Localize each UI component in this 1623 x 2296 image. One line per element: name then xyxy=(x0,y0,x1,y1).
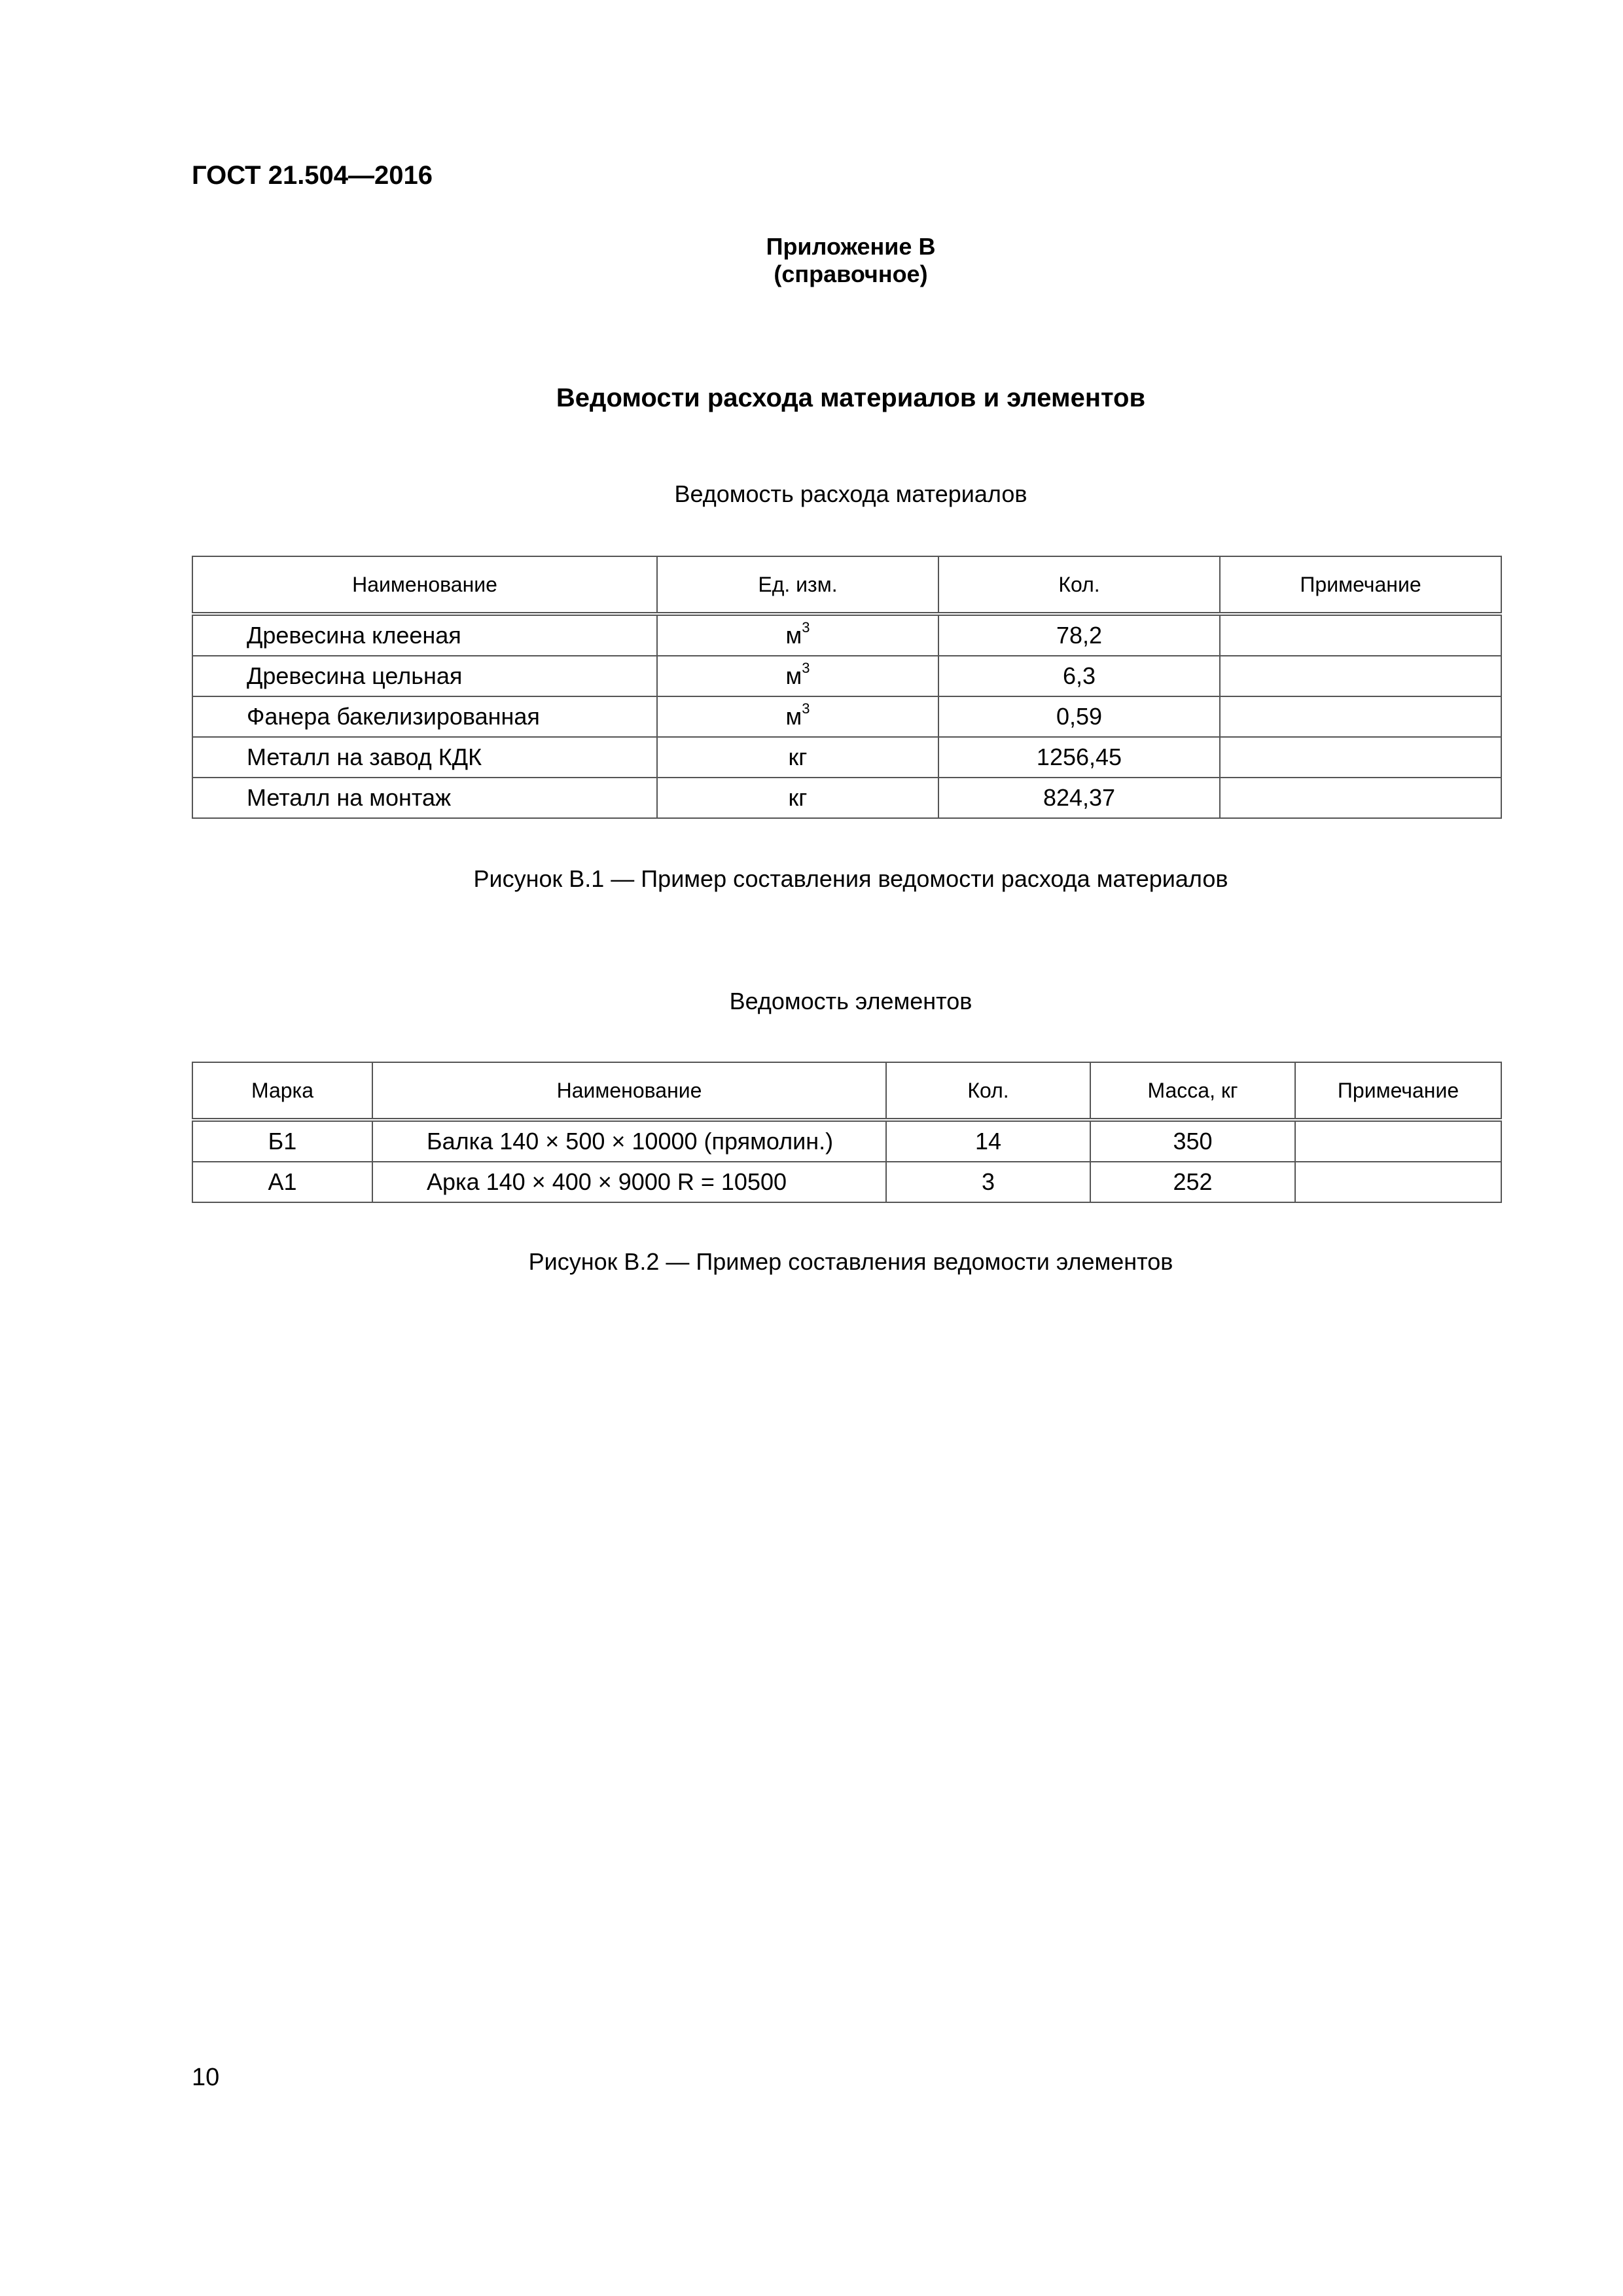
elements-header-row xyxy=(192,1062,1501,1120)
element-mark: Б1 xyxy=(192,1120,372,1162)
column-header-note: Примечание xyxy=(1295,1062,1501,1120)
element-mass: 252 xyxy=(1090,1162,1295,1202)
element-mark: А1 xyxy=(192,1162,372,1202)
column-header-name: Наименование xyxy=(372,1062,886,1120)
material-qty: 1256,45 xyxy=(938,737,1220,778)
material-qty: 824,37 xyxy=(938,778,1220,818)
materials-table-title: Ведомость расхода материалов xyxy=(674,480,1027,507)
material-note xyxy=(1220,614,1501,656)
table-row xyxy=(192,737,1501,778)
material-unit: кг xyxy=(657,778,938,818)
material-qty: 0,59 xyxy=(938,696,1220,737)
element-name: Арка 140 × 400 × 9000 R = 10500 xyxy=(372,1162,886,1202)
table-row xyxy=(192,1120,1501,1162)
section-title: Ведомости расхода материалов и элементов xyxy=(556,384,1146,412)
material-unit: $м^3$ xyxy=(657,614,938,656)
material-qty: 78,2 xyxy=(938,614,1220,656)
column-header-qty: Кол. xyxy=(886,1062,1090,1120)
page-number: 10 xyxy=(192,2064,220,2091)
element-note xyxy=(1295,1162,1501,1202)
column-header-name: Наименование xyxy=(192,556,657,614)
figure-caption-b1: Рисунок В.1 — Пример составления ведомости расхода материалов xyxy=(473,865,1228,892)
material-note xyxy=(1220,778,1501,818)
material-unit: $м^3$ xyxy=(657,656,938,696)
column-header-mass: Масса, кг xyxy=(1090,1062,1295,1120)
element-qty: 3 xyxy=(886,1162,1090,1202)
material-unit: кг xyxy=(657,737,938,778)
element-mass: 350 xyxy=(1090,1120,1295,1162)
table-row xyxy=(192,1162,1501,1202)
column-header-mark: Марка xyxy=(192,1062,372,1120)
element-name: Балка 140 × 500 × 10000 (прямолин.) xyxy=(372,1120,886,1162)
appendix-title: Приложение В xyxy=(766,233,936,260)
elements-table xyxy=(192,1062,1502,1203)
table-row xyxy=(192,778,1501,818)
material-name: Металл на завод КДК xyxy=(192,737,657,778)
material-name: Металл на монтаж xyxy=(192,778,657,818)
material-name: Древесина цельная xyxy=(192,656,657,696)
column-header-qty: Кол. xyxy=(938,556,1220,614)
element-note xyxy=(1295,1120,1501,1162)
material-name: Древесина клееная xyxy=(192,614,657,656)
element-qty: 14 xyxy=(886,1120,1090,1162)
material-name: Фанера бакелизированная xyxy=(192,696,657,737)
table-row xyxy=(192,614,1501,656)
elements-table-title: Ведомость элементов xyxy=(729,988,972,1014)
document-header: ГОСТ 21.504—2016 xyxy=(192,161,433,190)
material-note xyxy=(1220,656,1501,696)
material-unit: $м^3$ xyxy=(657,696,938,737)
column-header-note: Примечание xyxy=(1220,556,1501,614)
material-note xyxy=(1220,696,1501,737)
material-note xyxy=(1220,737,1501,778)
column-header-unit: Ед. изм. xyxy=(657,556,938,614)
table-row xyxy=(192,656,1501,696)
materials-header-row xyxy=(192,556,1501,614)
table-row xyxy=(192,696,1501,737)
material-qty: 6,3 xyxy=(938,656,1220,696)
appendix-kind: (справочное) xyxy=(774,260,928,287)
materials-table xyxy=(192,556,1502,819)
figure-caption-b2: Рисунок В.2 — Пример составления ведомости элементов xyxy=(528,1248,1173,1275)
